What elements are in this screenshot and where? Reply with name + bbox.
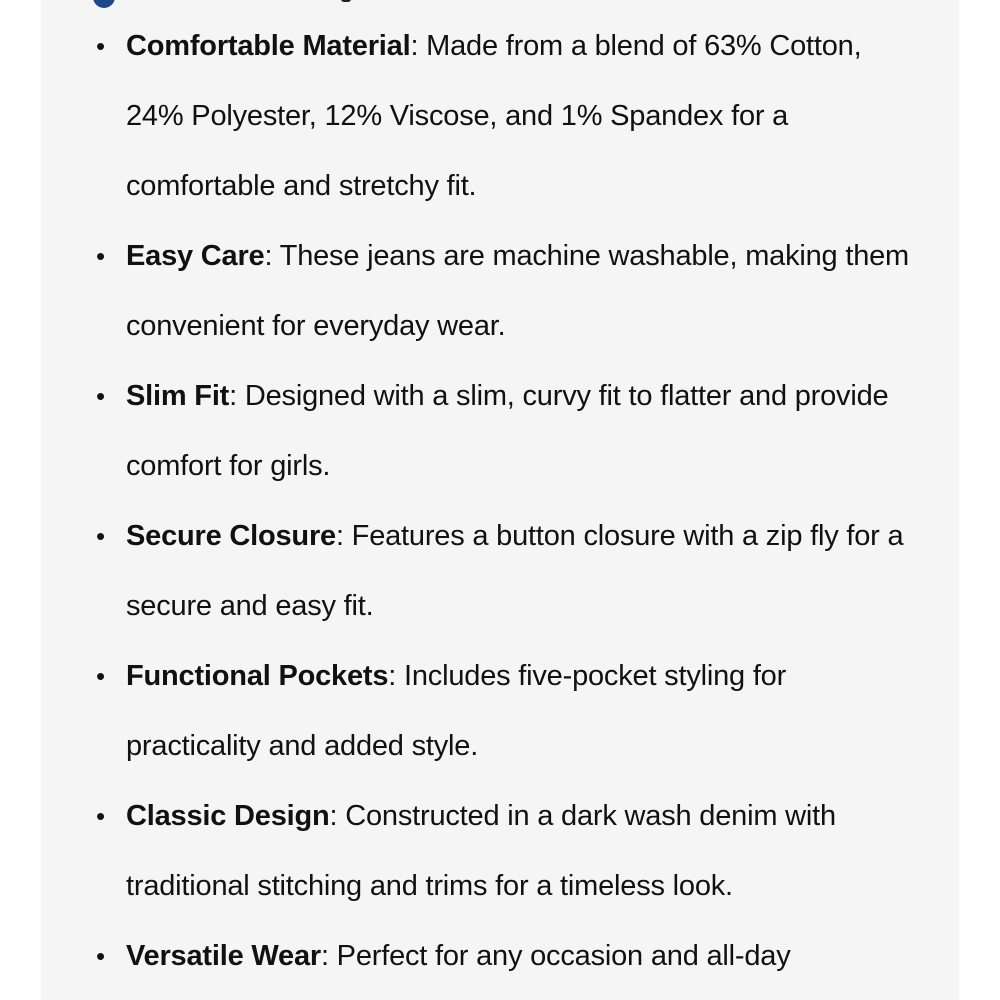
section-heading-fragment (341, 0, 351, 2)
feature-description: : Features a button closure with a zip fly for a secure and easy fit. (126, 520, 904, 622)
feature-term: Slim Fit (126, 380, 230, 412)
feature-description: : Made from a blend of 63% Cotton, 24% Polyester, 12% Viscose, and 1% Spandex for a comfortable and stretchy fit. (126, 30, 862, 202)
feature-description: : Constructed in a dark wash denim with traditional stitching and trims for a timeless look. (126, 800, 836, 902)
feature-item-secure-closure (41, 501, 959, 641)
bullet-icon: • (96, 241, 105, 271)
feature-description: : These jeans are machine washable, making them convenient for everyday wear. (126, 240, 910, 342)
bullet-icon: • (96, 941, 105, 971)
feature-description: : Designed with a slim, curvy fit to flatter and provide comfort for girls. (126, 380, 889, 482)
feature-term: Easy Care (126, 240, 265, 272)
feature-term: Secure Closure (126, 520, 336, 552)
bullet-icon: • (96, 31, 105, 61)
product-details-panel (41, 0, 959, 1000)
feature-item-slim-fit (41, 361, 959, 501)
feature-item-comfortable-material (41, 11, 959, 221)
bullet-icon: • (96, 801, 105, 831)
feature-item-functional-pockets (41, 641, 959, 781)
feature-list (41, 11, 959, 991)
bullet-icon: • (96, 381, 105, 411)
feature-item-classic-design (41, 781, 959, 921)
feature-term: Functional Pockets (126, 660, 389, 692)
feature-item-versatile-wear (41, 921, 959, 991)
feature-item-easy-care (41, 221, 959, 361)
feature-term: Versatile Wear (126, 940, 321, 972)
feature-term: Classic Design (126, 800, 330, 832)
feature-description: : Includes five-pocket styling for practicality and added style. (126, 660, 787, 762)
section-heading-icon (93, 0, 115, 8)
bullet-icon: • (96, 521, 105, 551)
bullet-icon: • (96, 661, 105, 691)
feature-term: Comfortable Material (126, 30, 411, 62)
feature-description: : Perfect for any occasion and all-day (320, 940, 791, 972)
